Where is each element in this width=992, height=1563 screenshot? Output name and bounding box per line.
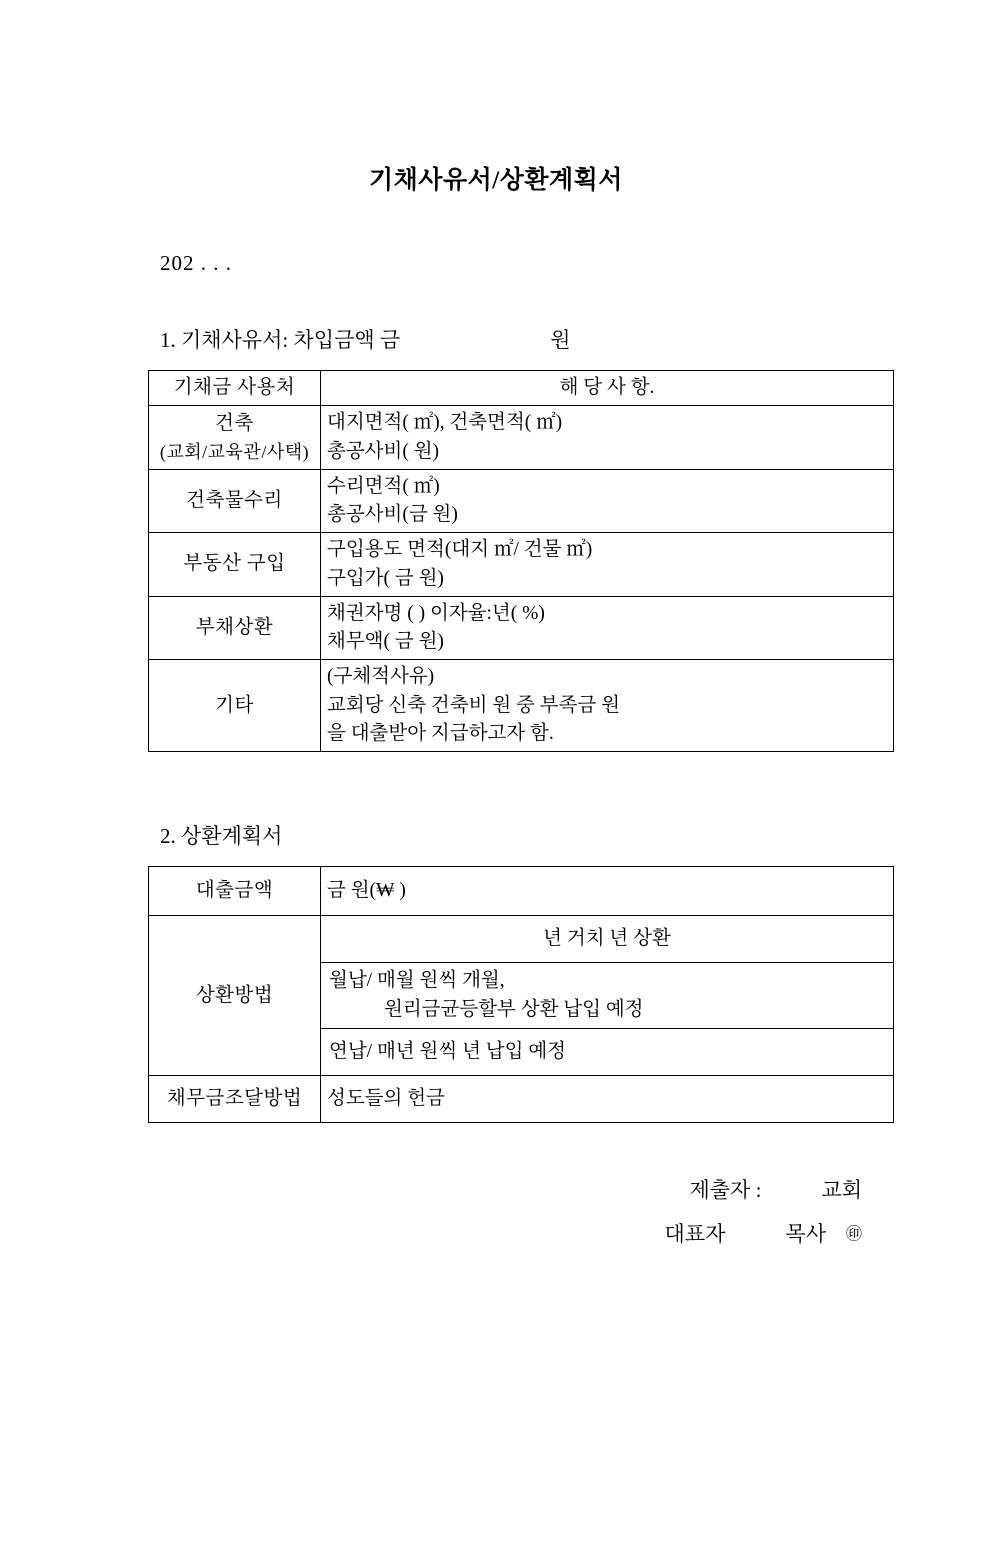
loan-amount-label: 대출금액 bbox=[149, 867, 321, 916]
row-value-realestate bbox=[321, 533, 894, 597]
usage-header-value: 해 당 사 항. bbox=[321, 371, 894, 406]
etc-line3: 을 대출받아 지급하고자 함. bbox=[327, 722, 554, 744]
table-row bbox=[149, 371, 894, 406]
row-value-debt bbox=[321, 596, 894, 660]
table-row bbox=[149, 1076, 894, 1123]
debt-creditor-line: 채권자명 ( ) 이자율:년( %) bbox=[327, 602, 545, 624]
debt-amount-line: 채무액( 금 원) bbox=[327, 631, 444, 653]
section2-heading: 2. 상환계획서 bbox=[160, 824, 283, 849]
funding-method-value: 성도들의 헌금 bbox=[321, 1076, 894, 1123]
section1-heading-suffix: 원 bbox=[550, 328, 571, 352]
representative-line bbox=[0, 1212, 862, 1256]
construction-cost-line: 총공사비( 원) bbox=[327, 440, 440, 462]
representative-value: 목사 bbox=[785, 1222, 826, 1247]
row-label-repair: 건축물수리 bbox=[149, 469, 321, 533]
representative-label: 대표자 bbox=[664, 1222, 726, 1247]
row-label-construction-line1: 건축 bbox=[215, 413, 254, 435]
realestate-area-line: 구입용도 면적(대지 ㎡/ 건물 ㎡) bbox=[327, 539, 593, 561]
table-row bbox=[149, 596, 894, 660]
repay-grace-line: 년 거치 년 상환 bbox=[321, 916, 893, 963]
construction-area-line: 대지면적( ㎡), 건축면적( ㎡) bbox=[327, 412, 563, 434]
repay-yearly-line: 연납/ 매년 원씩 년 납입 예정 bbox=[329, 1040, 566, 1062]
funding-method-label: 채무금조달방법 bbox=[149, 1076, 321, 1123]
seal-icon: ㊞ bbox=[845, 1226, 862, 1244]
repay-monthly-block bbox=[321, 963, 893, 1029]
section1-heading-prefix: 1. 기채사유서: 차입금액 금 bbox=[160, 328, 401, 352]
etc-line1: (구체적사유) bbox=[327, 666, 435, 688]
section1-table bbox=[148, 370, 894, 752]
loan-amount-value: 금 원(₩ ) bbox=[321, 867, 894, 916]
signature-block bbox=[0, 1168, 862, 1256]
table-row bbox=[149, 469, 894, 533]
row-value-construction bbox=[321, 406, 894, 470]
row-label-construction bbox=[149, 406, 321, 470]
table-row bbox=[149, 660, 894, 752]
row-value-etc bbox=[321, 660, 894, 752]
etc-line2: 교회당 신축 건축비 원 중 부족금 원 bbox=[327, 694, 620, 716]
document-page bbox=[0, 160, 992, 1563]
date-line: 202 . . . bbox=[160, 251, 232, 275]
row-label-etc: 기타 bbox=[149, 660, 321, 752]
repair-cost-line: 총공사비(금 원) bbox=[327, 504, 458, 526]
repair-area-line: 수리면적( ㎡) bbox=[327, 475, 440, 497]
submitter-value: 교회 bbox=[821, 1178, 862, 1203]
submitter-line bbox=[0, 1168, 862, 1212]
row-value-repair bbox=[321, 469, 894, 533]
section2-table bbox=[148, 866, 894, 1123]
realestate-price-line: 구입가( 금 원) bbox=[327, 567, 444, 589]
submitter-label: 제출자 : bbox=[689, 1178, 762, 1203]
row-label-construction-line2: (교회/교육관/사택) bbox=[159, 441, 310, 462]
table-row bbox=[149, 916, 894, 1076]
repayment-method-value bbox=[321, 916, 894, 1076]
repayment-method-label: 상환방법 bbox=[149, 916, 321, 1076]
table-row bbox=[149, 533, 894, 597]
repay-monthly-note: 원리금균등할부 상환 납입 예정 bbox=[384, 998, 644, 1020]
page-title: 기채사유서/상환계획서 bbox=[369, 167, 623, 194]
row-label-realestate: 부동산 구입 bbox=[149, 533, 321, 597]
table-row bbox=[149, 406, 894, 470]
repay-monthly-line: 월납/ 매월 원씩 개월, bbox=[329, 970, 505, 992]
row-label-debt: 부채상환 bbox=[149, 596, 321, 660]
usage-header-label: 기채금 사용처 bbox=[149, 371, 321, 406]
table-row bbox=[149, 867, 894, 916]
section1-heading bbox=[160, 324, 992, 354]
